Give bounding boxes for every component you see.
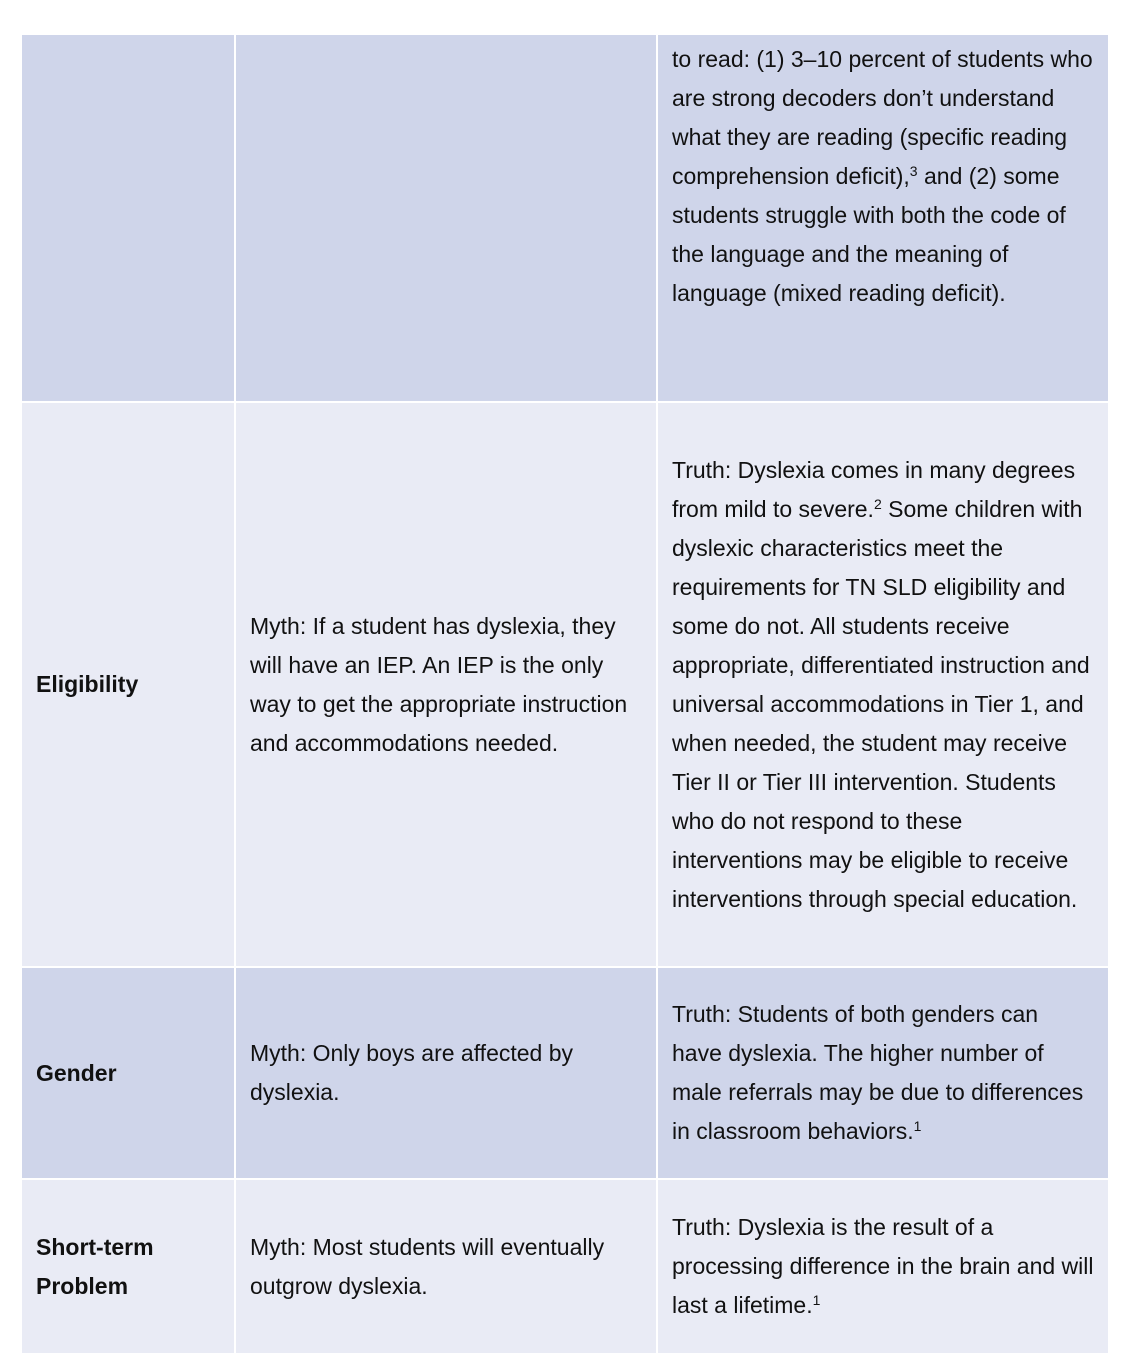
topic-cell: Eligibility [21, 402, 235, 967]
truth-cell [657, 34, 1109, 402]
truth-cell [657, 402, 1109, 967]
truth-cell [657, 1179, 1109, 1354]
myths-truths-table [20, 33, 1110, 1355]
table-row [21, 967, 1109, 1179]
truth-cell [657, 967, 1109, 1179]
myth-cell: Myth: If a student has dyslexia, they will have an IEP. An IEP is the only way to get the appropriate instruction and accommodations needed. [235, 402, 657, 967]
footnote-ref: 1 [913, 1118, 922, 1134]
topic-cell: Gender [21, 967, 235, 1179]
topic-cell [21, 1179, 235, 1354]
footnote-ref: 2 [873, 495, 882, 512]
topic-line: Problem [36, 1272, 129, 1299]
truth-text: Truth: Dyslexia comes in many degrees from mild to severe. [672, 456, 1076, 522]
myth-cell [235, 34, 657, 402]
truth-text: Truth: Students of both genders can have dyslexia. The higher number of male referrals may be due to differences in classroom behaviors. [672, 1001, 1084, 1144]
truth-text: Some children with dyslexic characteristics meet the requirements for TN SLD eligibility and some do not. All students receive appropriate, differentiated instruction and universal accommodations in Tier 1, and when needed, the student may receive Tier II or Tier III intervention. Students who do not respond to these interventions may be eligible to receive interventions through special education. [672, 495, 1090, 912]
truth-text: and (2) some students struggle with both the code of the language and the meaning of language (mixed reading deficit). [672, 163, 1066, 306]
topic-cell [21, 34, 235, 402]
topic-line: Short-term [36, 1233, 154, 1260]
table-row [21, 1179, 1109, 1354]
myth-cell: Myth: Most students will eventually outgrow dyslexia. [235, 1179, 657, 1354]
truth-text: to read: (1) 3–10 percent of students who are strong decoders don’t understand what they are reading (specific reading comprehension deficit), [672, 46, 1093, 189]
truth-text: Truth: Dyslexia is the result of a processing difference in the brain and will last a lifetime. [672, 1214, 1094, 1318]
table-row [21, 402, 1109, 967]
myth-cell: Myth: Only boys are affected by dyslexia. [235, 967, 657, 1179]
footnote-ref: 3 [909, 163, 918, 179]
table-row [21, 34, 1109, 402]
footnote-ref: 1 [812, 1292, 821, 1308]
